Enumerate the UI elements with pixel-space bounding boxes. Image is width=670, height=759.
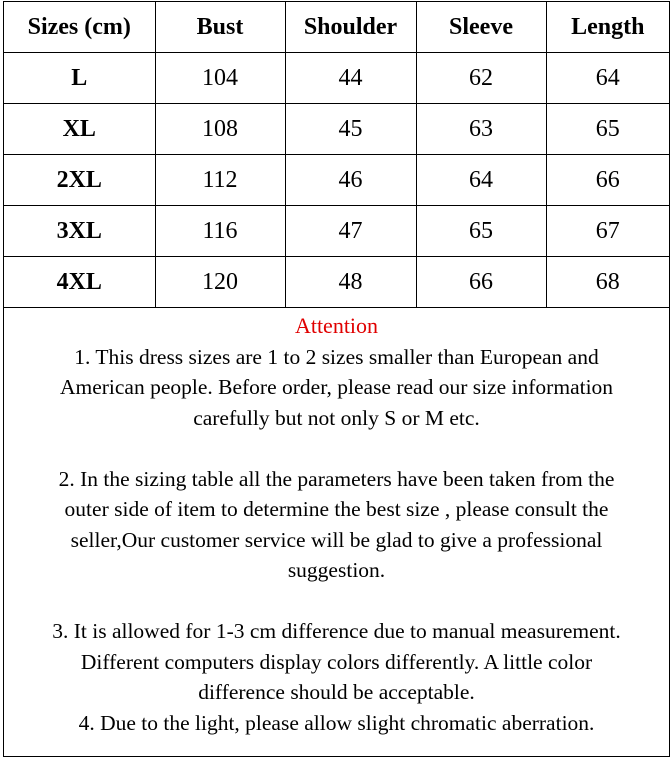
paragraph-gap	[4, 433, 669, 464]
header-bust: Bust	[155, 2, 285, 53]
sleeve-cell: 66	[416, 257, 546, 308]
header-shoulder: Shoulder	[285, 2, 416, 53]
table-row	[4, 206, 669, 257]
table-row	[4, 104, 669, 155]
shoulder-cell: 45	[285, 104, 416, 155]
size-cell: 4XL	[4, 257, 155, 308]
header-sizes: Sizes (cm)	[4, 2, 155, 53]
length-cell: 66	[546, 155, 669, 206]
shoulder-cell: 44	[285, 53, 416, 104]
bust-cell: 108	[155, 104, 285, 155]
shoulder-cell: 47	[285, 206, 416, 257]
length-cell: 68	[546, 257, 669, 308]
size-cell: L	[4, 53, 155, 104]
note-line: seller,Our customer service will be glad to give a professional	[70, 527, 603, 552]
attention-title: Attention	[294, 313, 379, 338]
size-table	[4, 2, 669, 308]
header-sleeve: Sleeve	[416, 2, 546, 53]
note-line: 2. In the sizing table all the parameters have been taken from the	[58, 466, 615, 491]
size-chart-sheet	[3, 1, 670, 757]
sleeve-cell: 63	[416, 104, 546, 155]
length-cell: 65	[546, 104, 669, 155]
attention-notes	[4, 308, 669, 738]
note-line: 3. It is allowed for 1-3 cm difference due to manual measurement.	[52, 619, 621, 643]
table-header-row	[4, 2, 669, 53]
note-line: 1. This dress sizes are 1 to 2 sizes smaller than European and	[74, 344, 599, 369]
bust-cell: 104	[155, 53, 285, 104]
bust-cell: 116	[155, 206, 285, 257]
length-cell: 67	[546, 206, 669, 257]
size-cell: 3XL	[4, 206, 155, 257]
note-line: outer side of item to determine the best size , please consult the	[64, 497, 609, 521]
note-line: American people. Before order, please read our size information	[59, 375, 614, 399]
note-line: Different computers display colors differently. A little color	[80, 649, 593, 674]
sleeve-cell: 62	[416, 53, 546, 104]
size-cell: XL	[4, 104, 155, 155]
table-row	[4, 257, 669, 308]
header-length: Length	[546, 2, 669, 53]
note-line: suggestion.	[287, 558, 386, 582]
length-cell: 64	[546, 53, 669, 104]
sleeve-cell: 65	[416, 206, 546, 257]
sleeve-cell: 64	[416, 155, 546, 206]
note-line: carefully but not only S or M etc.	[193, 405, 480, 430]
paragraph-gap	[4, 586, 669, 617]
bust-cell: 112	[155, 155, 285, 206]
shoulder-cell: 46	[285, 155, 416, 206]
note-line: 4. Due to the light, please allow slight chromatic aberration.	[78, 710, 595, 735]
size-cell: 2XL	[4, 155, 155, 206]
note-line: difference should be acceptable.	[198, 680, 475, 704]
shoulder-cell: 48	[285, 257, 416, 308]
table-row	[4, 155, 669, 206]
table-row	[4, 53, 669, 104]
bust-cell: 120	[155, 257, 285, 308]
